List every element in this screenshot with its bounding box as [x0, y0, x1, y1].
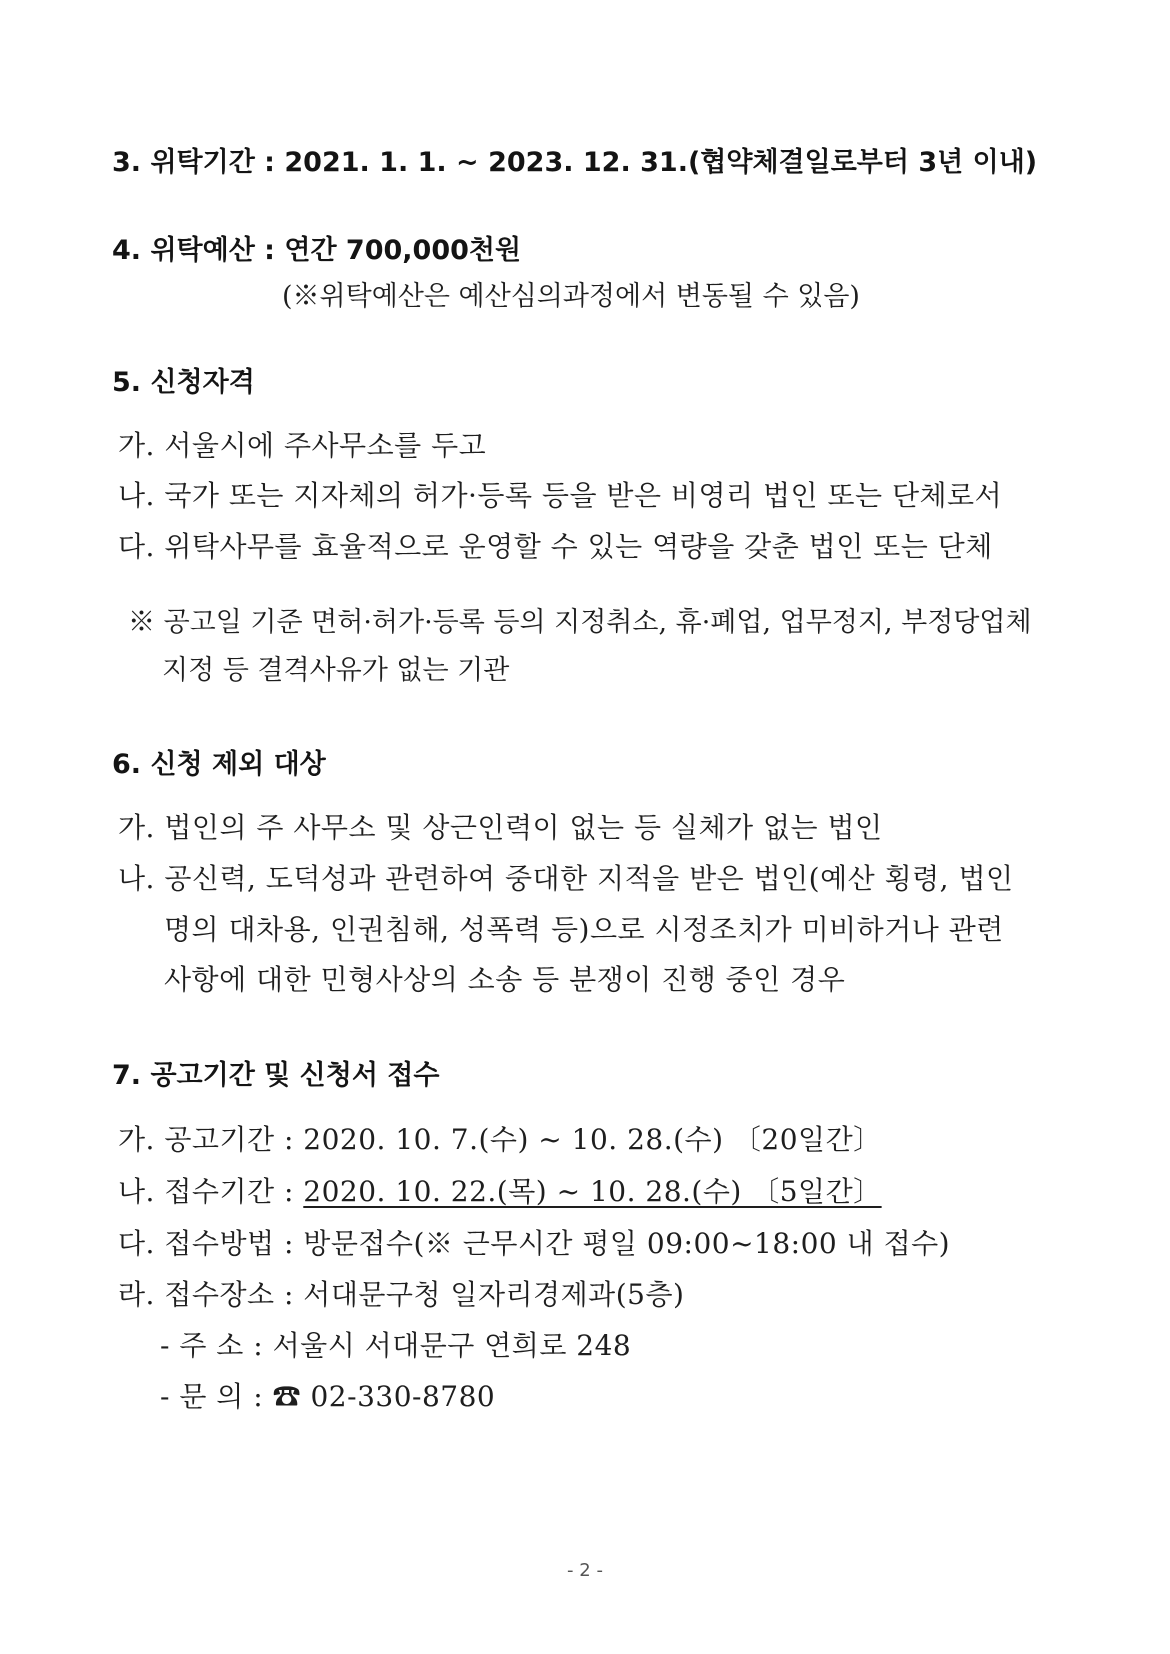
section-7-title: 7. 공고기간 및 신청서 접수 — [112, 1060, 440, 1091]
section-4-title: 4. 위탁예산 : 연간 700,000천원 — [112, 235, 522, 266]
section-3-title: 3. 위탁기간 : 2021. 1. 1. ~ 2023. 12. 31.(협약체결일로부터 3년 이내) — [112, 147, 1038, 178]
section-5-item-2: 나. 국가 또는 지자체의 허가·등록 등을 받은 비영리 법인 또는 단체로서 — [118, 479, 1003, 512]
receipt-period-label: 나. 접수기간 : — [118, 1175, 304, 1208]
section-5-item-1: 가. 서울시에 주사무소를 두고 — [118, 429, 487, 462]
section-6-item-2-line-3: 사항에 대한 민형사상의 소송 등 분쟁이 진행 중인 경우 — [164, 963, 846, 996]
page-number: - 2 - — [567, 1560, 603, 1581]
section-6-title: 6. 신청 제외 대상 — [112, 749, 326, 780]
section-7-contact: - 문 의 : ☎ 02-330-8780 — [160, 1380, 496, 1413]
section-5-item-3: 다. 위탁사무를 효율적으로 운영할 수 있는 역량을 갖춘 법인 또는 단체 — [118, 530, 993, 563]
section-7-address: - 주 소 : 서울시 서대문구 연희로 248 — [160, 1329, 632, 1362]
receipt-period-value: 2020. 10. 22.(목) ~ 10. 28.(수) 〔5일간〕 — [303, 1175, 882, 1208]
section-6-item-1: 가. 법인의 주 사무소 및 상근인력이 없는 등 실체가 없는 법인 — [118, 811, 883, 844]
section-7-receipt-place: 라. 접수장소 : 서대문구청 일자리경제과(5층) — [118, 1278, 685, 1311]
section-7-receipt-method: 다. 접수방법 : 방문접수(※ 근무시간 평일 09:00~18:00 내 접수) — [118, 1227, 951, 1260]
section-7-receipt-period — [118, 1170, 882, 1210]
section-7-notice-period: 가. 공고기간 : 2020. 10. 7.(수) ~ 10. 28.(수) 〔20일간〕 — [118, 1123, 882, 1156]
section-5-title: 5. 신청자격 — [112, 367, 255, 398]
section-6-item-2-line-1: 나. 공신력, 도덕성과 관련하여 중대한 지적을 받은 법인(예산 횡령, 법인 — [118, 862, 1014, 895]
section-4-note: (※위탁예산은 예산심의과정에서 변동될 수 있음) — [282, 281, 860, 312]
section-5-note-line-1: ※ 공고일 기준 면허·허가·등록 등의 지정취소, 휴·폐업, 업무정지, 부정당업체 — [128, 607, 1032, 638]
section-6-item-2-line-2: 명의 대차용, 인권침해, 성폭력 등)으로 시정조치가 미비하거나 관련 — [164, 913, 1004, 946]
section-5-note-line-2: 지정 등 결격사유가 없는 기관 — [162, 655, 510, 686]
